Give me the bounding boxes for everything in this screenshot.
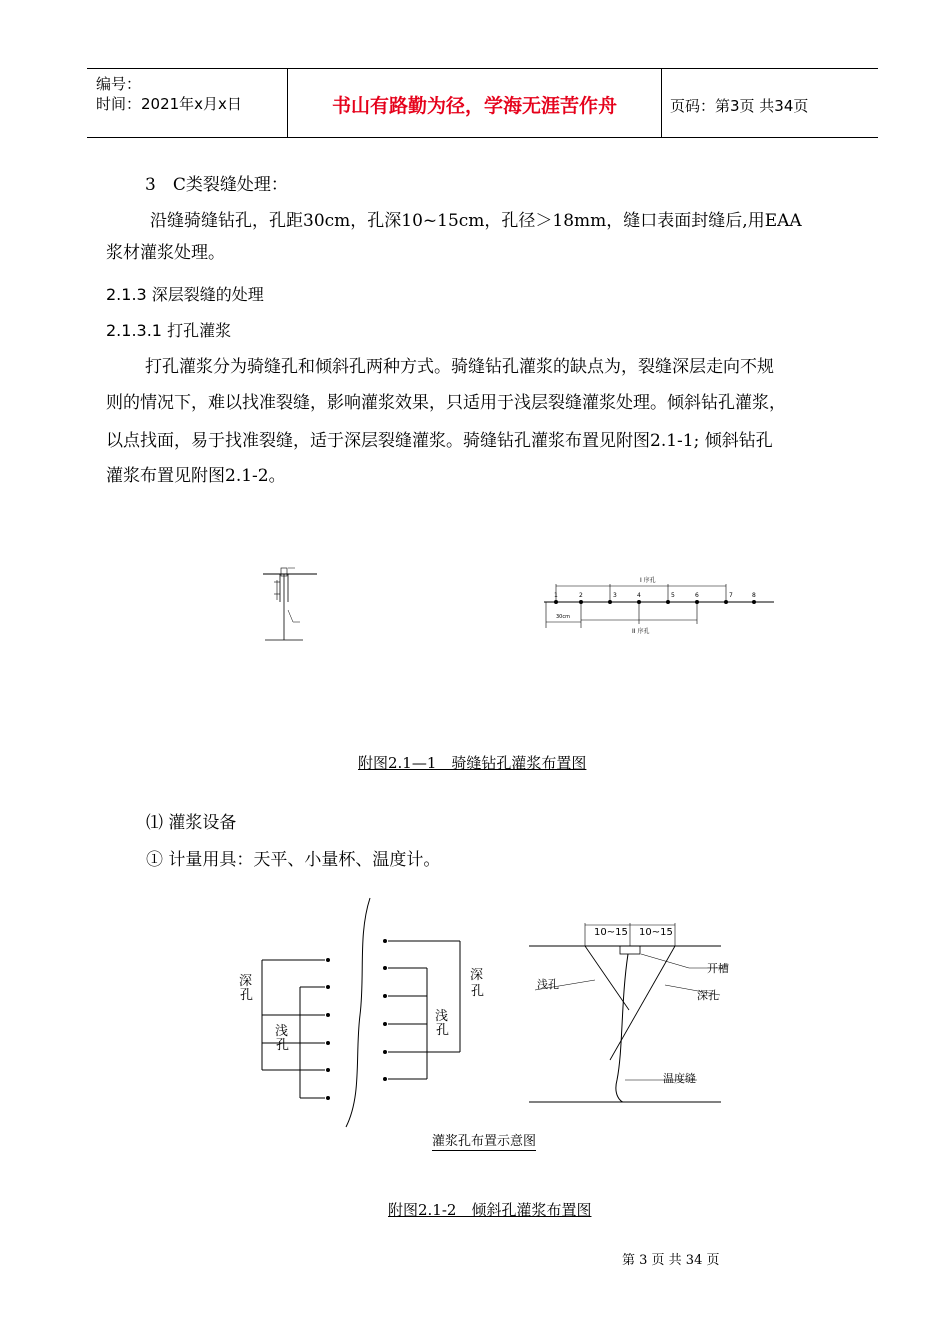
dimension-left: 10~15 [594,927,628,938]
figure-2-1-2-sub-caption: 灌浆孔布置示意图 [432,1130,536,1151]
header-meta-cell [87,69,288,137]
left-deep-hole-label-1: 深 [239,974,253,989]
groove-label: 开槽 [707,962,729,975]
dimension-right: 10~15 [639,927,673,938]
item-3-title: 3 C类裂缝处理： [145,175,288,195]
equipment-title: ⑴ 灌浆设备 [146,813,237,833]
hole-number-8: 8 [752,592,756,599]
figure-2-1-1-spacing-label: 30cm [556,614,570,620]
figure-2-1-1-caption: 附图2.1—1 骑缝钻孔灌浆布置图 [358,754,587,772]
left-shallow-hole-label-2: 孔 [276,1038,290,1053]
right-shallow-hole-label-1: 浅 [435,1009,449,1024]
hole-number-2: 2 [579,592,583,599]
heading-2-1-3-1: 2.1.3.1 打孔灌浆 [106,321,232,340]
paragraph-1-line-1: 沿缝骑缝钻孔，孔距30cm，孔深10~15cm，孔径＞18mm，缝口表面封缝后,用EAA [150,211,802,231]
right-deep-hole-label-2: 孔 [471,984,485,999]
deep-hole-label: 深孔 [697,989,719,1002]
paragraph-2-line-4: 灌浆布置见附图2.1-2。 [106,466,286,486]
hole-number-4: 4 [637,592,641,599]
header-page-cell [662,69,878,137]
figure-2-1-1-section-sketch [255,560,325,645]
right-shallow-hole-label-2: 孔 [436,1023,450,1038]
figure-2-1-1-hole-layout [540,572,780,638]
hole-number-6: 6 [695,592,699,599]
paragraph-2-line-1: 打孔灌浆分为骑缝孔和倾斜孔两种方式。骑缝钻孔灌浆的缺点为，裂缝深层走向不规 [145,357,774,377]
equipment-item-1: ① 计量用具：天平、小量杯、温度计。 [146,850,441,870]
hole-number-5: 5 [671,592,675,599]
header-motto: 书山有路勤为径，学海无涯苦作舟 [331,95,617,117]
hole-number-1: 1 [554,592,558,599]
figure-2-1-2-hole-plan [230,895,490,1130]
header-page-label: 页码：第3页 共34页 [670,97,809,115]
paragraph-2-line-3: 以点找面，易于找准裂缝，适于深层裂缝灌浆。骑缝钻孔灌浆布置见附图2.1-1; 倾斜钻孔 [106,431,773,451]
shallow-hole-label: 浅孔 [537,978,559,991]
left-deep-hole-label-2: 孔 [240,988,254,1003]
heading-2-1-3: 2.1.3 深层裂缝的处理 [106,285,264,304]
right-deep-hole-label-1: 深 [470,968,484,983]
figure-2-1-1-primary-holes-label: I 序孔 [640,577,656,584]
footer-page-number: 第 3 页 共 34 页 [622,1253,720,1268]
hole-number-3: 3 [613,592,617,599]
document-date-label: 时间：2021年x月x日 [96,95,242,113]
document-number-label: 编号： [96,75,142,93]
hole-number-7: 7 [729,592,733,599]
figure-2-1-1-secondary-holes-label: II 序孔 [632,628,650,635]
page-header [87,68,878,138]
paragraph-2-line-2: 则的情况下，难以找准裂缝，影响灌浆效果，只适用于浅层裂缝灌浆处理。倾斜钻孔灌浆， [106,393,786,413]
header-motto-cell [288,69,662,137]
figure-2-1-2-section-view [525,920,755,1160]
temperature-crack-label: 温度缝 [663,1072,696,1085]
left-shallow-hole-label-1: 浅 [275,1024,289,1039]
paragraph-1-line-2: 浆材灌浆处理。 [106,243,225,263]
figure-2-1-2-caption: 附图2.1-2 倾斜孔灌浆布置图 [388,1201,592,1219]
